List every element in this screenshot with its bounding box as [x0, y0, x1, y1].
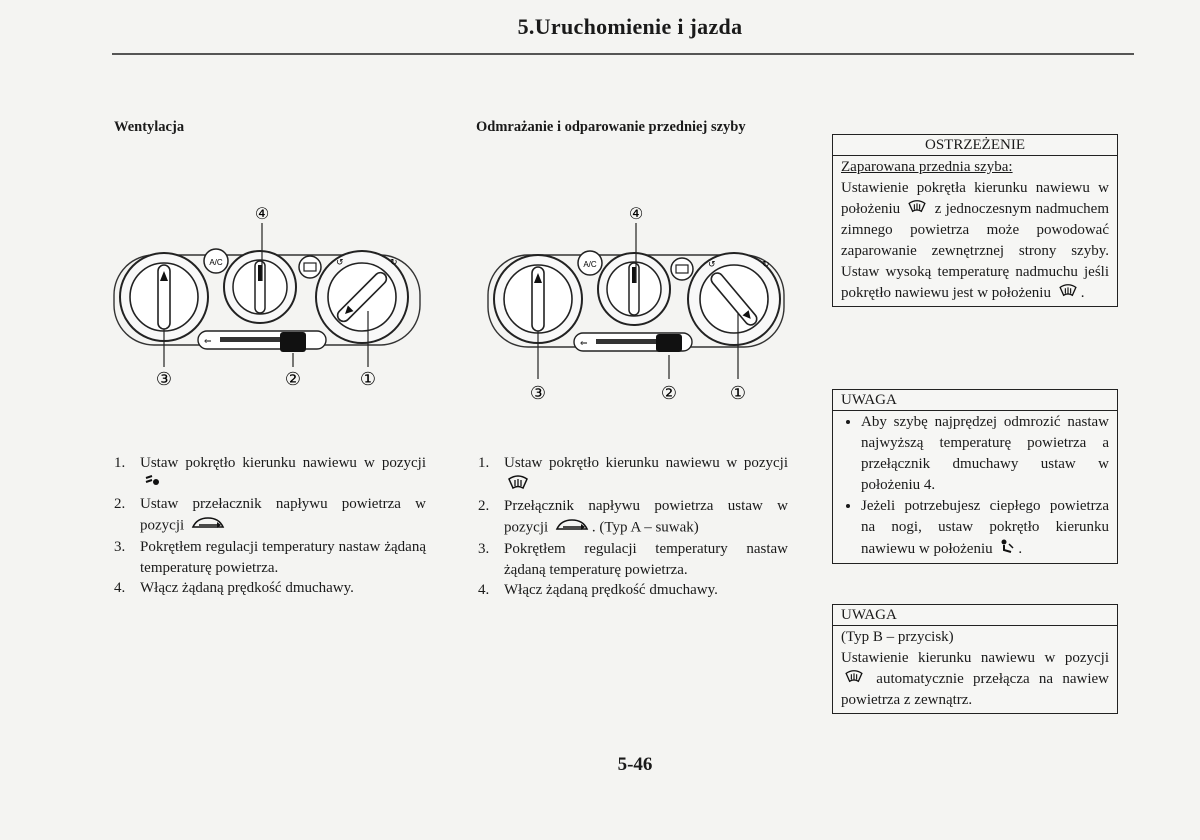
note-bullets [835, 412, 1109, 561]
air-intake-slider [574, 333, 692, 352]
list-item: 1. Ustaw pokrętło kierunku nawiewu w pozycji [114, 453, 426, 494]
note-box-1 [832, 389, 1118, 564]
list-item: 3. Pokrętłem regulacji temperatury nastaw żądaną temperaturę powietrza. [478, 541, 788, 578]
foot-vent-icon [999, 538, 1015, 561]
ac-label: A/C [209, 258, 223, 267]
list-item: 2. Ustaw przełacznik napływu powietrza w pozycji [114, 494, 426, 537]
defrost-icon [907, 199, 927, 220]
warning-title: OSTRZEŻENIE [833, 135, 1117, 156]
warning-subtitle: Zaparowana przednia szyba: [841, 159, 1013, 175]
ac-button [204, 249, 228, 273]
section-heading-defrost: Odmrażanie i odparowanie przedniej szyby [476, 119, 746, 135]
page-number: 5-46 [617, 754, 653, 775]
air-intake-slider [198, 331, 326, 352]
svg-text:⇐: ⇐ [580, 339, 588, 349]
ac-label: A/C [583, 260, 597, 269]
list-item: 2. Przełącznik napływu powietrza ustaw w pozycji . (Typ A – suwak) [478, 496, 788, 539]
note-title: UWAGA [833, 390, 1117, 411]
note-text: Ustawienie kierunku nawiewu w pozycji automatycznie przełącza na nawiew powietrza z zewnątrz. [841, 650, 1109, 709]
control-panel-figure-defrost [484, 195, 794, 405]
header-rule [112, 53, 1134, 55]
ac-button [578, 251, 602, 275]
defrost-icon [507, 474, 529, 497]
recirculation-button [299, 256, 321, 278]
note-box-2 [832, 604, 1118, 714]
temperature-knob [688, 253, 780, 345]
page-title: 5.Uruchomienie i jazda [517, 14, 743, 39]
list-item: • Jeżeli potrzebujesz ciepłego powietrza na nogi, ustaw pokrętło kierunku nawiewu w położeniu . [861, 496, 1109, 561]
callout-1: ① [729, 383, 747, 404]
callout-2: ② [660, 383, 678, 404]
defrost-icon [844, 669, 864, 690]
callout-3: ③ [155, 369, 173, 390]
callout-3: ③ [529, 383, 547, 404]
list-item: 1. Ustaw pokrętło kierunku nawiewu w pozycji [478, 453, 788, 496]
svg-text:↺: ↺ [336, 258, 344, 268]
callout-4: ④ [254, 204, 270, 223]
list-item: 4. Włącz żądaną prędkość dmuchawy. [478, 582, 718, 598]
warning-box [832, 134, 1118, 307]
defrost-steps [478, 453, 788, 601]
fan-speed-knob [224, 251, 296, 323]
svg-text:↻: ↻ [390, 258, 398, 268]
svg-text:↻: ↻ [762, 260, 770, 270]
note-type-b: (Typ B – przycisk) [841, 629, 954, 645]
list-item: • Aby szybę najprędzej odmrozić nastaw najwyższą temperaturę powietrza a przełącznik dmuchawy ustaw w położeniu 4. [861, 412, 1109, 496]
callout-1: ① [359, 369, 377, 390]
defrost-icon [1058, 283, 1078, 304]
temperature-knob [316, 251, 408, 343]
list-item: 3. Pokrętłem regulacji temperatury nastaw żądaną temperaturę powietrza. [114, 539, 426, 576]
recirculation-button [671, 258, 693, 280]
callout-4: ④ [628, 204, 644, 223]
warning-text: Ustawienie pokrętła kierunku nawiewu w położeniu z jednoczesnym nadmuchem zimnego powietrza może powodować zaparowanie zewnętrznej strony szyby. Ustaw wysoką temperaturę nadmuchu jeśli pokrętło nawiewu jest w położeniu . [841, 178, 1109, 304]
face-vent-icon [143, 474, 161, 495]
svg-text:↺: ↺ [708, 260, 716, 270]
svg-text:⇐: ⇐ [204, 337, 212, 347]
control-panel-figure-ventilation [110, 195, 430, 395]
ventilation-steps [114, 453, 426, 599]
callout-2: ② [284, 369, 302, 390]
list-item: 4. Włącz żądaną prędkość dmuchawy. [114, 580, 354, 597]
section-heading-ventilation: Wentylacja [114, 119, 185, 135]
fresh-air-icon [191, 515, 225, 538]
note-title: UWAGA [833, 605, 1117, 626]
air-direction-knob [494, 255, 582, 343]
air-direction-knob [120, 253, 208, 341]
fresh-air-icon [555, 517, 589, 540]
fan-speed-knob [598, 253, 670, 325]
